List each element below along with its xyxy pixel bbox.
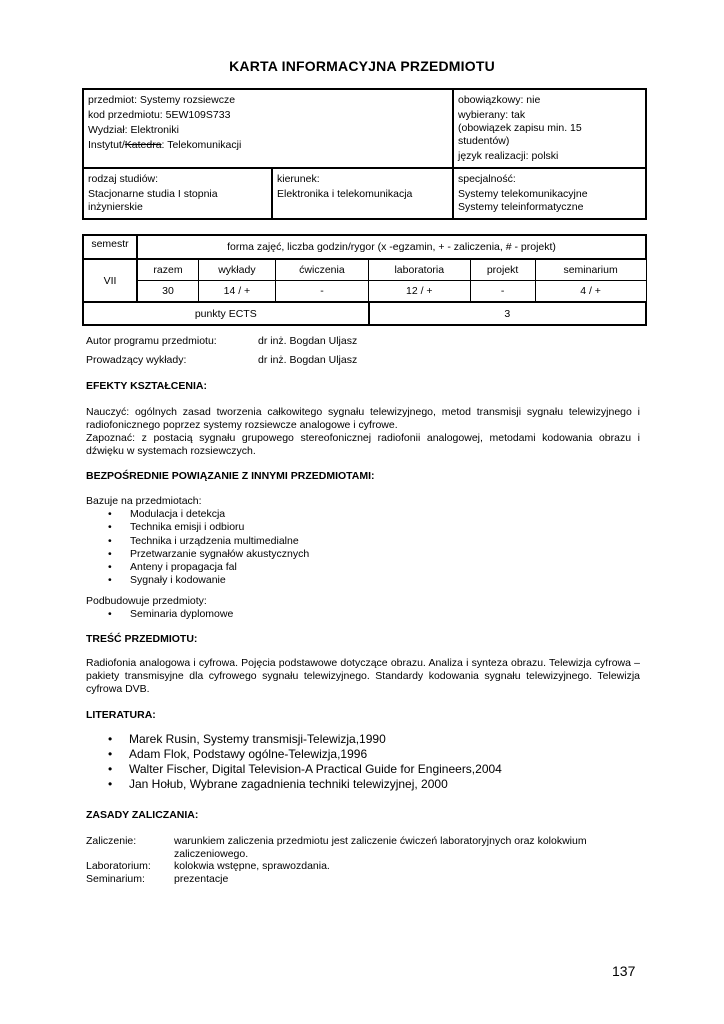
specialization-cell [453,168,646,219]
page-title: KARTA INFORMACYJNA PRZEDMIOTU [229,58,495,74]
list-item: • Adam Flok, Podstawy ogólne-Telewizja,1996 [108,747,368,761]
header-cell: projekt [470,259,535,281]
section-heading-literatura: LITERATURA: [86,709,156,721]
lecturer-row [86,354,357,367]
list-item: • Walter Fischer, Digital Television-A Practical Guide for Engineers,2004 [108,762,502,776]
list-item: • Jan Hołub, Wybrane zagadnienia techniki telewizyjnej, 2000 [108,777,448,791]
author-value: dr inż. Bogdan Uljasz [258,335,358,347]
institute: Instytut/Katedra: Telekomunikacji [88,139,242,151]
specialization-value-1: Systemy telekomunikacyjne [458,188,588,200]
value-cell: - [470,281,535,303]
course-code: kod przedmiotu: 5EW109S733 [88,109,231,121]
rule-row: Laboratorium: kolokwia wstępne, sprawozdania. [86,860,330,872]
author-row [86,335,357,348]
language: język realizacji: polski [458,150,559,162]
rule-row: Seminarium: prezentacje [86,872,229,885]
field-of-study-cell [272,168,453,219]
section-heading-efekty: EFEKTY KSZTAŁCENIA: [86,380,207,392]
specialization-label: specjalność: [458,173,516,185]
list-item: • Marek Rusin, Systemy transmisji-Telewizja,1990 [108,732,386,746]
list-item: • Sygnały i kodowanie [108,574,226,587]
elective-note-1: (obowiązek zapisu min. 15 [458,122,582,134]
tresc-paragraph: Radiofonia analogowa i cyfrowa. Pojęcia podstawowe dotyczące obrazu. Analiza i synteza obrazu. Telewizja cyfrowa – pakiety transmisyjne dla cyfrowego sygnału telewizyjnego. Standardy kodowania sygnału telewizyjnego. Telewizja cyfrowa DVB. [86,657,640,695]
lecturer-label: Prowadzący wykłady: [86,354,187,366]
specialization-value-2: Systemy teleinformatyczne [458,201,584,213]
value-cell: - [275,281,368,303]
grading-rules [86,835,634,885]
literature-list [108,732,502,792]
section-heading-tresc: TREŚĆ PRZEDMIOTU: [86,633,198,645]
study-type-label: rodzaj studiów: [88,173,159,185]
course-info-table [82,88,647,220]
course-name: przedmiot: Systemy rozsiewcze [88,94,236,106]
list-item: • Modulacja i detekcja [108,508,226,520]
list-item: • Seminaria dyplomowe [108,608,234,620]
study-type-value-1: Stacjonarne studia I stopnia [88,188,218,200]
obligatory-status: obowiązkowy: nie [458,94,541,106]
section-heading-zasady: ZASADY ZALICZANIA: [86,809,199,821]
elective-status: wybierany: tak [458,109,526,121]
list-item: • Anteny i propagacja fal [108,561,237,574]
hours-table [82,234,647,326]
course-status-cell [453,89,646,168]
study-type-value-2: inżynierskie [88,201,143,213]
header-cell: wykłady [198,259,275,281]
semester-header: semestr [83,235,137,259]
ects-label: punkty ECTS [83,302,369,325]
page-number: 137 [612,963,636,979]
prerequisites-label: Bazuje na przedmiotach: [86,495,202,507]
list-item: • Przetwarzanie sygnałów akustycznych [108,547,310,560]
header-cell: seminarium [535,259,646,281]
ects-value: 3 [369,302,646,325]
follow-up-list [108,608,233,621]
elective-note-2: studentów) [458,135,510,147]
field-label: kierunek: [277,173,320,185]
header-cell: laboratoria [369,259,470,281]
rule-row: Zaliczenie: warunkiem zaliczenia przedmiotu jest zaliczenie ćwiczeń laboratoryjnych oraz kolokwium zaliczeniowego. [86,835,587,860]
value-cell: 4 / + [535,281,646,303]
section-heading-powiazania: BEZPOŚREDNIE POWIĄZANIE Z INNYMI PRZEDMIOTAMI: [86,470,375,482]
faculty: Wydział: Elektroniki [88,124,179,136]
study-type-cell [83,168,272,219]
list-item: • Technika emisji i odbioru [108,521,245,534]
value-cell: 30 [137,281,198,303]
lecturer-value: dr inż. Bogdan Uljasz [258,354,358,366]
value-cell: 12 / + [369,281,470,303]
follow-up-label: Podbudowuje przedmioty: [86,595,207,607]
author-label: Autor programu przedmiotu: [86,335,217,347]
form-header: forma zajęć, liczba godzin/rygor (x -egzamin, + - zaliczenia, # - projekt) [137,235,646,259]
efekty-paragraph-2: Zapoznać: z postacią sygnału grupowego stereofonicznej radiofonii analogowej, metodami kodowania obrazu i dźwięku w systemach rozsiewczych. [86,432,640,457]
efekty-paragraph-1: Nauczyć: ogólnych zasad tworzenia całkowitego sygnału telewizyjnego, metod transmisji sygnału telewizyjnego i radiofonicznego poprzez systemy rozsiewcze analogowe i cyfrowe. [86,406,640,431]
course-identity-cell [83,89,453,168]
header-cell: razem [137,259,198,281]
header-cell: ćwiczenia [275,259,368,281]
field-value: Elektronika i telekomunikacja [277,188,413,200]
value-cell: 14 / + [198,281,275,303]
semester-value: VII [83,259,137,302]
prerequisites-list [108,508,309,588]
list-item: • Technika i urządzenia multimedialne [108,534,299,547]
